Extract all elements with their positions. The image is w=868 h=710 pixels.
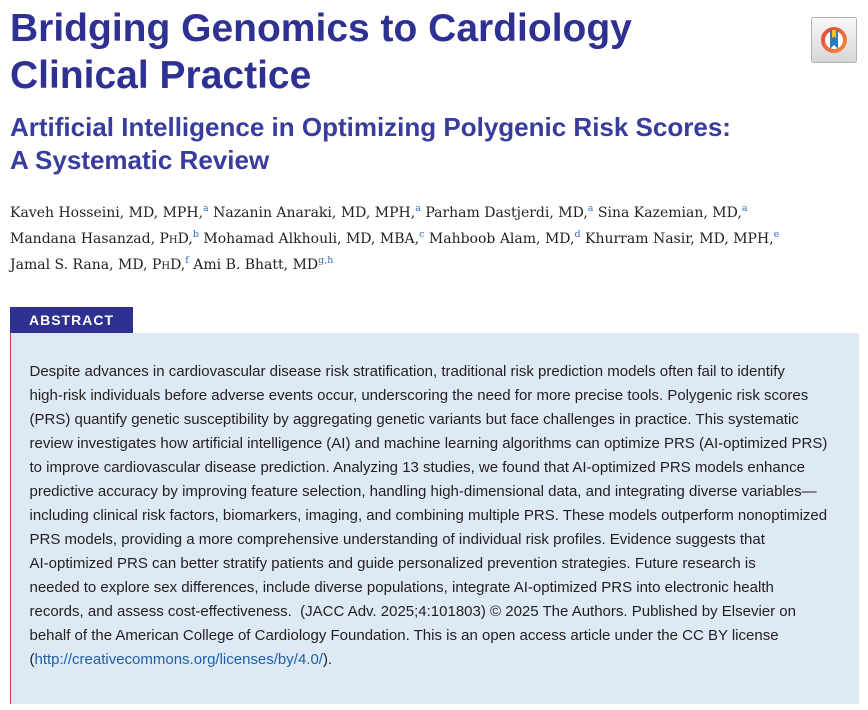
article-title: [10, 5, 632, 99]
abstract-line: records, and assess cost-effectiveness. (JACC Adv. 2025;4:101803) © 2025 The Authors. Published by Elsevier on: [29, 603, 796, 620]
author-line: [10, 201, 779, 227]
author-name: Sina Kazemian,: [597, 205, 708, 221]
affiliation-marker[interactable]: a: [203, 203, 209, 214]
license-link[interactable]: http://creativecommons.org/licenses/by/4.0/: [34, 651, 323, 668]
affiliation-marker[interactable]: e: [773, 229, 780, 240]
abstract-line: Despite advances in cardiovascular disease risk stratification, traditional risk prediction models often fail to identify: [29, 363, 785, 380]
author-degrees: MD, MBA,: [345, 231, 420, 247]
author-degrees: PhD,: [159, 231, 193, 247]
abstract-line: AI-optimized PRS can better stratify patients and guide personalized prevention strategies. Future research is: [29, 555, 756, 572]
affiliation-marker[interactable]: f: [185, 255, 189, 266]
abstract-line: to improve cardiovascular disease prediction. Analyzing 13 studies, we found that AI-optimized PRS models enhance: [29, 459, 805, 476]
author-line: [10, 253, 779, 279]
abstract-license-line: [30, 648, 860, 672]
abstract-box: [10, 333, 859, 704]
abstract-line: PRS models, providing a more comprehensive understanding of individual risk profiles. Evidence suggests that: [29, 531, 765, 548]
author: [598, 205, 748, 221]
author-name: Parham Dastjerdi,: [425, 205, 554, 221]
license-open-paren: (: [29, 651, 35, 668]
article-subtitle-line: A Systematic Review: [10, 145, 270, 175]
check-for-updates-icon: [811, 17, 857, 63]
abstract-line: review investigates how artificial intelligence (AI) and machine learning algorithms can optimize PRS (AI-optimized PRS): [29, 435, 828, 452]
check-for-updates-button[interactable]: [811, 17, 857, 63]
author: [193, 257, 333, 273]
affiliation-marker[interactable]: b: [192, 229, 199, 240]
article-subtitle-line: Artificial Intelligence in Optimizing Polygenic Risk Scores:: [10, 112, 731, 142]
abstract-line: high-risk individuals before adverse events occur, underscoring the need for more precise tools. Polygenic risk scores: [29, 387, 809, 404]
author-degrees: MD: [292, 257, 319, 273]
author: [425, 205, 593, 221]
author-degrees: MD, MPH,: [128, 205, 204, 221]
author: [10, 205, 209, 221]
affiliation-marker[interactable]: a: [741, 203, 748, 214]
affiliation-marker[interactable]: c: [419, 229, 425, 240]
author-degrees: MD,: [712, 205, 742, 221]
author-name: Jamal S. Rana,: [10, 257, 114, 273]
author-degrees: MD,: [544, 231, 575, 247]
author: [213, 205, 421, 221]
author-name: Khurram Nasir,: [585, 231, 695, 247]
article-title-line: Bridging Genomics to Cardiology: [10, 7, 632, 50]
author: [585, 231, 779, 247]
abstract-label: ABSTRACT: [10, 307, 133, 333]
author-line: [10, 227, 779, 253]
author-degrees: MD,: [558, 205, 588, 221]
author: [203, 231, 424, 247]
affiliation-marker[interactable]: d: [574, 229, 581, 240]
affiliation-marker[interactable]: a: [415, 203, 421, 214]
author-degrees: MD, MPH,: [340, 205, 416, 221]
author: [10, 231, 199, 247]
affiliation-marker[interactable]: g,h: [318, 255, 334, 266]
author-list: [10, 201, 779, 279]
author-degrees: MD, MPH,: [699, 231, 774, 247]
author-degrees: MD, PhD,: [117, 257, 186, 273]
license-close-paren: ).: [322, 651, 333, 668]
author-name: Ami B. Bhatt,: [193, 257, 289, 273]
article-title-line: Clinical Practice: [10, 54, 312, 97]
article-subtitle: [10, 111, 731, 177]
author-name: Mahboob Alam,: [428, 231, 541, 247]
author-name: Kaveh Hosseini,: [10, 205, 125, 221]
abstract-line: (PRS) quantify genetic susceptibility by aggregating genetic variants but face challenges in practice. This systematic: [29, 411, 799, 428]
abstract-line: including clinical risk factors, biomarkers, imaging, and combining multiple PRS. These models outperform nonoptimized: [29, 507, 828, 524]
abstract-line: needed to explore sex differences, include diverse populations, integrate AI-optimized PRS into electronic health: [29, 579, 774, 596]
author-name: Mandana Hasanzad,: [10, 231, 156, 247]
author: [429, 231, 581, 247]
author-name: Mohamad Alkhouli,: [203, 231, 342, 247]
author: [10, 257, 189, 273]
abstract-line: behalf of the American College of Cardiology Foundation. This is an open access article under the CC BY license: [29, 627, 779, 644]
abstract-line: predictive accuracy by improving feature selection, handling high-dimensional data, and integrating diverse variables—: [29, 483, 817, 500]
affiliation-marker[interactable]: a: [587, 203, 594, 214]
author-name: Nazanin Anaraki,: [213, 205, 337, 221]
